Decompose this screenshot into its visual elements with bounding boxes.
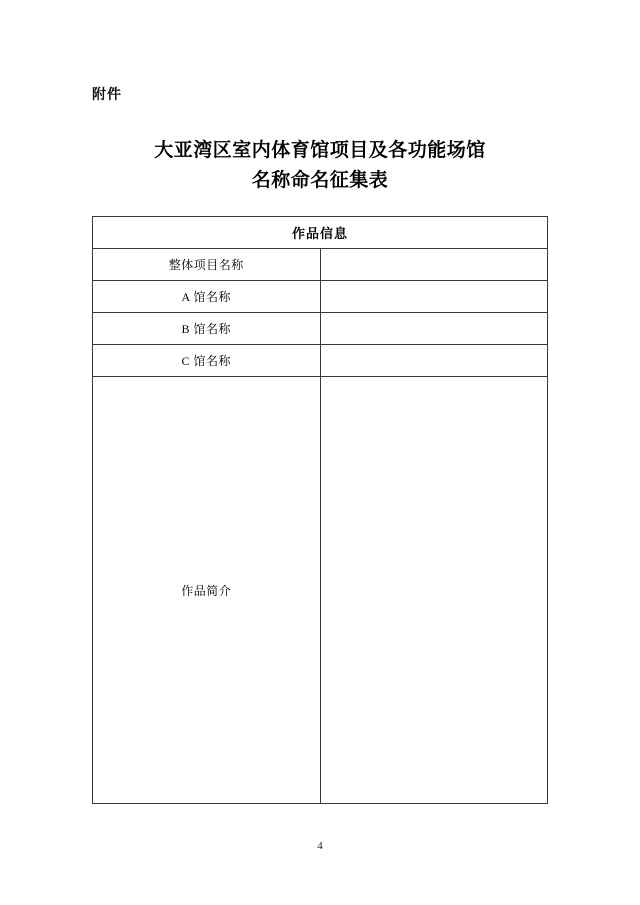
table-row-description	[93, 377, 548, 804]
table-row	[93, 249, 548, 281]
row-value-project-name[interactable]	[320, 249, 548, 281]
page-title-line-2: 名称命名征集表	[251, 170, 389, 191]
row-value-venue-b[interactable]	[320, 313, 548, 345]
row-label-venue-b: B 馆名称	[93, 313, 321, 345]
row-value-venue-c[interactable]	[320, 345, 548, 377]
table-header-row	[93, 217, 548, 249]
row-label-description: 作品简介	[93, 377, 321, 804]
row-value-description[interactable]	[320, 377, 548, 804]
table-row	[93, 281, 548, 313]
submission-form-table	[92, 216, 548, 804]
page-title	[92, 136, 548, 196]
attachment-label: 附件	[92, 86, 122, 102]
page-number: 4	[317, 840, 323, 852]
row-label-project-name: 整体项目名称	[93, 249, 321, 281]
row-label-venue-c: C 馆名称	[93, 345, 321, 377]
page-title-line-1: 大亚湾区室内体育馆项目及各功能场馆	[154, 140, 486, 161]
table-header-cell: 作品信息	[93, 217, 548, 249]
table-row	[93, 345, 548, 377]
row-value-venue-a[interactable]	[320, 281, 548, 313]
row-label-venue-a: A 馆名称	[93, 281, 321, 313]
table-row	[93, 313, 548, 345]
